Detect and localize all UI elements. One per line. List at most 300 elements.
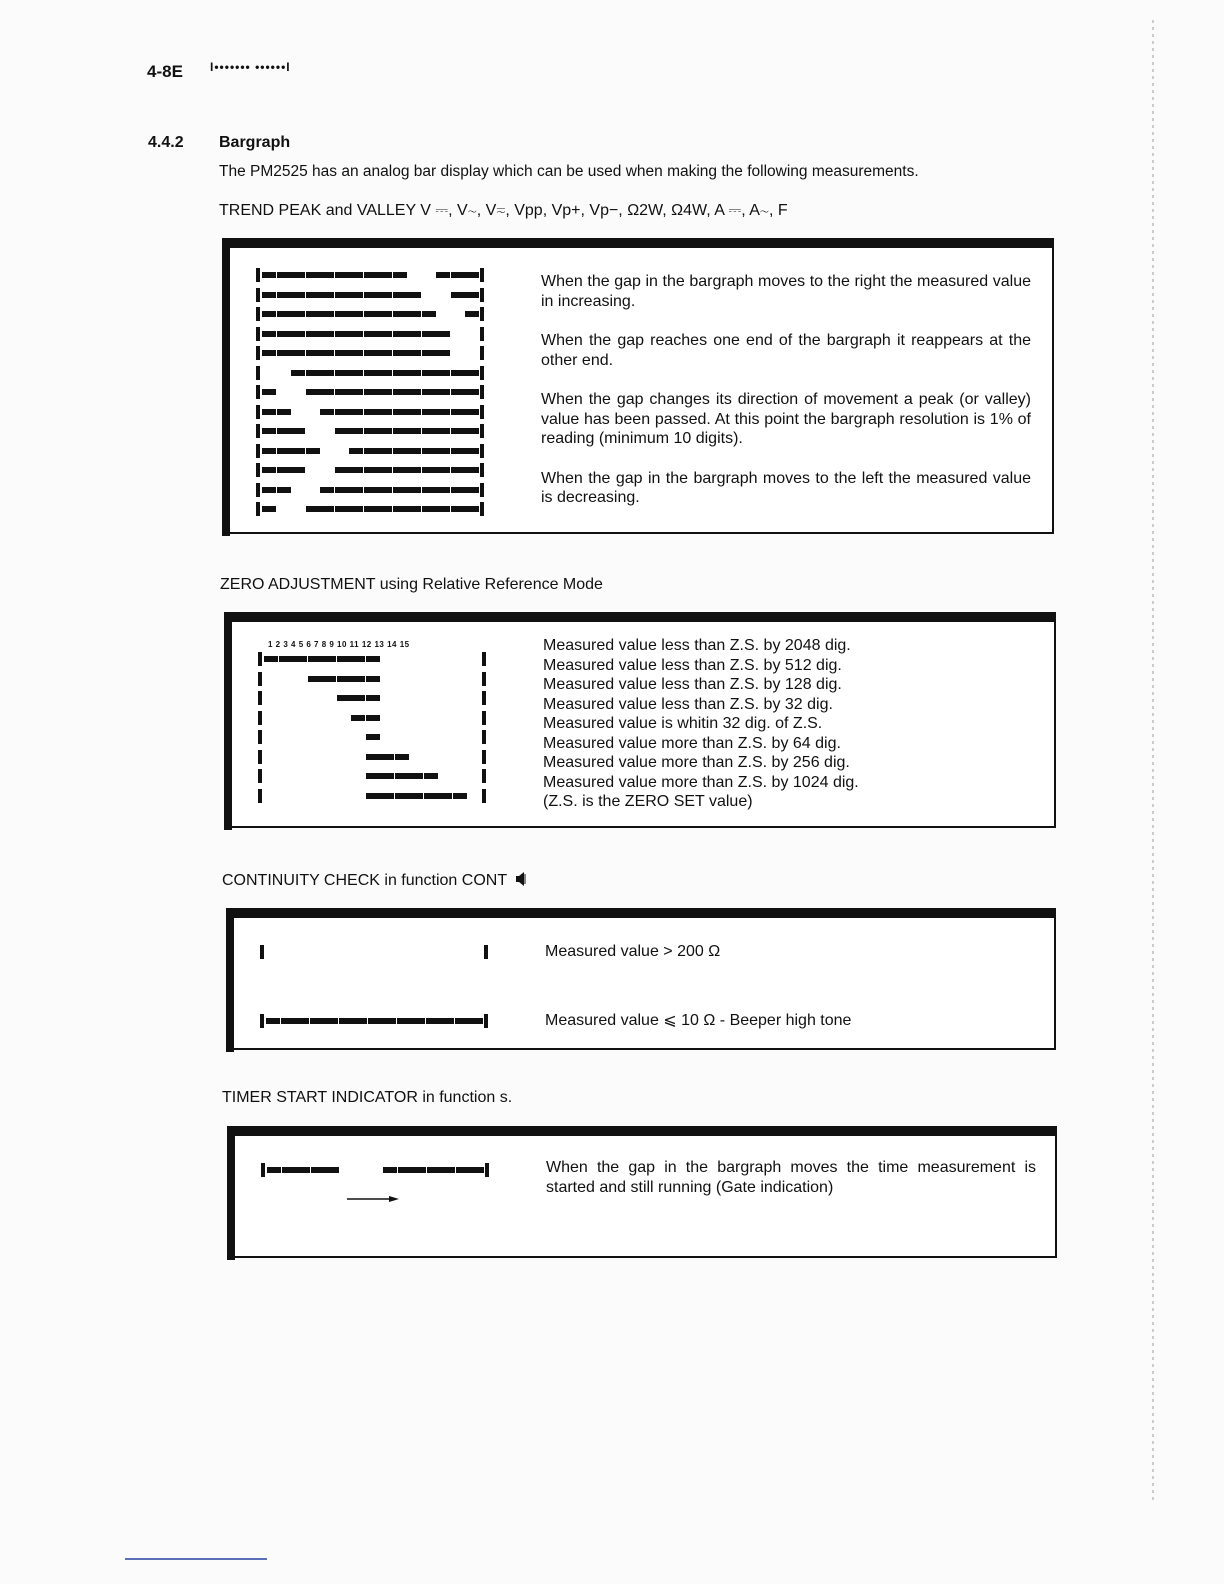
bargraph-row bbox=[258, 711, 488, 725]
bargraph-segment bbox=[306, 311, 320, 317]
bargraph-segment bbox=[438, 793, 452, 799]
bargraph-right-edge bbox=[480, 366, 484, 380]
bargraph-row bbox=[260, 1014, 490, 1028]
bargraph-segment bbox=[409, 773, 423, 779]
timer-description: When the gap in the bargraph moves the time measurement is started and still running (Gate indication) bbox=[546, 1159, 1036, 1196]
bargraph-segment bbox=[411, 1018, 425, 1024]
bargraph-segment bbox=[262, 467, 276, 473]
bargraph-segment bbox=[320, 370, 334, 376]
bargraph-segment bbox=[320, 331, 334, 337]
bargraph-segment bbox=[325, 1167, 339, 1173]
bargraph-segment bbox=[455, 1018, 469, 1024]
bargraph-segment bbox=[422, 448, 436, 454]
bargraph-segment bbox=[349, 350, 363, 356]
bargraph-right-edge bbox=[480, 502, 484, 516]
bargraph-segment bbox=[451, 487, 465, 493]
bargraph-segment bbox=[306, 272, 320, 278]
bargraph-segment bbox=[412, 1167, 426, 1173]
bargraph-segment bbox=[378, 331, 392, 337]
bargraph-row bbox=[260, 945, 490, 959]
bargraph-segment bbox=[262, 292, 276, 298]
bargraph-left-edge bbox=[256, 483, 260, 497]
bargraph-segment bbox=[393, 448, 407, 454]
bargraph-segment bbox=[353, 1018, 367, 1024]
section-title: Bargraph bbox=[219, 134, 291, 151]
bargraph-segment bbox=[291, 272, 305, 278]
bargraph-segment bbox=[351, 656, 365, 662]
bargraph-segment bbox=[364, 467, 378, 473]
bargraph-segment bbox=[383, 1167, 397, 1173]
bargraph-row bbox=[256, 444, 486, 458]
bargraph-segment bbox=[277, 428, 291, 434]
bargraph-segment bbox=[424, 793, 438, 799]
bargraph-segment bbox=[422, 409, 436, 415]
bargraph-row bbox=[261, 1163, 491, 1177]
bargraph-segment bbox=[277, 331, 291, 337]
bargraph-segment bbox=[395, 754, 409, 760]
bargraph-segment bbox=[436, 272, 450, 278]
bargraph-segment bbox=[337, 656, 351, 662]
bargraph-segment bbox=[364, 331, 378, 337]
zero-panel bbox=[230, 620, 1056, 828]
bargraph-segment bbox=[364, 292, 378, 298]
bargraph-segment bbox=[451, 292, 465, 298]
bargraph-segment bbox=[469, 1018, 483, 1024]
bargraph-segment bbox=[349, 409, 363, 415]
bargraph-segment bbox=[422, 350, 436, 356]
bargraph-row bbox=[256, 288, 486, 302]
bargraph-segment bbox=[291, 370, 305, 376]
bargraph-segment bbox=[291, 467, 305, 473]
bargraph-segment bbox=[393, 292, 407, 298]
bargraph-segment bbox=[409, 793, 423, 799]
zero-description bbox=[543, 636, 1023, 812]
bargraph-segment bbox=[349, 448, 363, 454]
bargraph-segment bbox=[366, 656, 380, 662]
bargraph-right-edge bbox=[482, 652, 486, 666]
bargraph-segment bbox=[277, 448, 291, 454]
bargraph-segment bbox=[393, 409, 407, 415]
bargraph-segment bbox=[262, 428, 276, 434]
bargraph-row bbox=[256, 346, 486, 360]
continuity-line-closed: Measured value ⩽ 10 Ω - Beeper high tone bbox=[545, 1012, 852, 1029]
bargraph-segment bbox=[465, 272, 479, 278]
bargraph-segment bbox=[364, 428, 378, 434]
bargraph-segment bbox=[465, 467, 479, 473]
bargraph-left-edge bbox=[256, 502, 260, 516]
bargraph-segment bbox=[308, 656, 322, 662]
bargraph-left-edge bbox=[256, 288, 260, 302]
zero-heading: ZERO ADJUSTMENT using Relative Reference Mode bbox=[220, 576, 603, 593]
bargraph-row bbox=[258, 769, 488, 783]
bargraph-segment bbox=[407, 506, 421, 512]
bargraph-segment bbox=[262, 272, 276, 278]
bargraph-right-edge bbox=[480, 288, 484, 302]
bargraph-segment bbox=[378, 506, 392, 512]
bargraph-segment bbox=[311, 1167, 325, 1173]
bargraph-segment bbox=[364, 487, 378, 493]
bargraph-segment bbox=[465, 428, 479, 434]
continuity-line-open: Measured value > 200 Ω bbox=[545, 943, 721, 960]
bargraph-segment bbox=[282, 1167, 296, 1173]
bargraph-segment bbox=[378, 272, 392, 278]
bargraph-segment bbox=[339, 1018, 353, 1024]
bargraph-row bbox=[256, 268, 486, 282]
bargraph-segment bbox=[349, 331, 363, 337]
timer-heading: TIMER START INDICATOR in function s. bbox=[222, 1089, 513, 1106]
bargraph-segment bbox=[395, 773, 409, 779]
bargraph-segment bbox=[407, 311, 421, 317]
bargraph-segment bbox=[451, 448, 465, 454]
bargraph-segment bbox=[393, 311, 407, 317]
bargraph-segment bbox=[322, 656, 336, 662]
bargraph-segment bbox=[465, 506, 479, 512]
bargraph-segment bbox=[451, 389, 465, 395]
bargraph-segment bbox=[366, 754, 380, 760]
bargraph-segment bbox=[320, 350, 334, 356]
bargraph-row bbox=[256, 463, 486, 477]
bargraph-segment bbox=[380, 793, 394, 799]
bargraph-segment bbox=[335, 370, 349, 376]
bargraph-segment bbox=[335, 311, 349, 317]
bargraph-segment bbox=[451, 272, 465, 278]
bargraph-row bbox=[256, 385, 486, 399]
bargraph-segment bbox=[393, 487, 407, 493]
bargraph-segment bbox=[364, 506, 378, 512]
bargraph-segment bbox=[378, 350, 392, 356]
bargraph-segment bbox=[465, 448, 479, 454]
bargraph-segment bbox=[349, 506, 363, 512]
bargraph-row bbox=[258, 652, 488, 666]
bargraph-segment bbox=[295, 1018, 309, 1024]
bargraph-segment bbox=[267, 1167, 281, 1173]
bargraph-segment bbox=[378, 292, 392, 298]
bargraph-segment bbox=[453, 793, 467, 799]
bargraph-segment bbox=[306, 389, 320, 395]
bargraph-segment bbox=[393, 428, 407, 434]
bargraph-segment bbox=[465, 389, 479, 395]
bargraph-segment bbox=[422, 428, 436, 434]
bargraph-right-edge bbox=[480, 346, 484, 360]
bargraph-segment bbox=[306, 448, 320, 454]
bargraph-left-edge bbox=[258, 730, 262, 744]
bargraph-segment bbox=[422, 467, 436, 473]
bargraph-segment bbox=[335, 467, 349, 473]
bargraph-segment bbox=[335, 292, 349, 298]
trend-heading: TREND PEAK and VALLEY V ⎓, V∼, V≂, Vpp, Vp+, Vp−, Ω2W, Ω4W, A ⎓, A∼, F bbox=[219, 202, 788, 219]
bargraph-segment bbox=[378, 389, 392, 395]
bargraph-segment bbox=[436, 350, 450, 356]
bargraph-segment bbox=[407, 467, 421, 473]
bargraph-segment bbox=[306, 506, 320, 512]
bargraph-segment bbox=[349, 467, 363, 473]
bargraph-segment bbox=[349, 389, 363, 395]
bargraph-segment bbox=[393, 370, 407, 376]
bargraph-segment bbox=[378, 487, 392, 493]
bargraph-segment bbox=[436, 428, 450, 434]
bargraph-segment bbox=[306, 331, 320, 337]
bargraph-segment bbox=[407, 292, 421, 298]
bargraph-segment bbox=[380, 754, 394, 760]
bargraph-row bbox=[256, 366, 486, 380]
zero-line: Measured value less than Z.S. by 128 dig. bbox=[543, 676, 842, 693]
bargraph-left-edge bbox=[260, 1014, 264, 1028]
bargraph-segment bbox=[366, 734, 380, 740]
zero-line: Measured value less than Z.S. by 512 dig. bbox=[543, 656, 842, 674]
bargraph-segment bbox=[262, 487, 276, 493]
bargraph-left-edge bbox=[258, 672, 262, 686]
trend-paragraph-peak: When the gap changes its direction of movement a peak (or valley) value has been passed. At this point the bargraph resolution is 1% of reading (minimum 10 digits). bbox=[541, 391, 1031, 447]
bargraph-segment bbox=[277, 350, 291, 356]
bargraph-segment bbox=[393, 350, 407, 356]
section-intro: The PM2525 has an analog bar display which can be used when making the following measurements. bbox=[219, 163, 919, 180]
bargraph-segment bbox=[422, 506, 436, 512]
bargraph-left-edge bbox=[258, 789, 262, 803]
bargraph-left-edge bbox=[256, 327, 260, 341]
bargraph-segment bbox=[262, 331, 276, 337]
bargraph-row bbox=[256, 424, 486, 438]
bargraph-left-edge bbox=[256, 307, 260, 321]
bargraph-segment bbox=[306, 292, 320, 298]
bargraph-segment bbox=[262, 350, 276, 356]
bargraph-segment bbox=[456, 1167, 470, 1173]
bargraph-segment bbox=[366, 715, 380, 721]
bargraph-right-edge bbox=[482, 672, 486, 686]
bargraph-left-edge bbox=[258, 750, 262, 764]
bargraph-segment bbox=[424, 773, 438, 779]
bargraph-segment bbox=[351, 715, 365, 721]
bargraph-right-edge bbox=[482, 789, 486, 803]
bargraph-segment bbox=[364, 311, 378, 317]
bargraph-segment bbox=[393, 272, 407, 278]
bargraph-segment bbox=[422, 487, 436, 493]
bargraph-segment bbox=[320, 272, 334, 278]
bargraph-segment bbox=[378, 409, 392, 415]
bargraph-segment bbox=[277, 272, 291, 278]
bargraph-segment bbox=[291, 428, 305, 434]
bargraph-segment bbox=[349, 370, 363, 376]
bargraph-segment bbox=[436, 409, 450, 415]
bargraph-left-edge bbox=[258, 769, 262, 783]
bargraph-segment bbox=[279, 656, 293, 662]
bargraph-segment bbox=[277, 311, 291, 317]
trend-panel bbox=[228, 246, 1054, 534]
bargraph-segment bbox=[407, 409, 421, 415]
bargraph-segment bbox=[451, 409, 465, 415]
zero-line: Measured value less than Z.S. by 32 dig. bbox=[543, 695, 833, 713]
bargraph-segment bbox=[470, 1167, 484, 1173]
zero-line: Measured value more than Z.S. by 256 dig. bbox=[543, 754, 850, 771]
bargraph-segment bbox=[291, 292, 305, 298]
bargraph-row bbox=[258, 789, 488, 803]
bargraph-segment bbox=[277, 292, 291, 298]
section-number: 4.4.2 bbox=[148, 134, 184, 151]
bargraph-segment bbox=[422, 370, 436, 376]
bargraph-row bbox=[256, 502, 486, 516]
bargraph-segment bbox=[264, 656, 278, 662]
bargraph-segment bbox=[349, 311, 363, 317]
bargraph-segment bbox=[364, 389, 378, 395]
bargraph-segment bbox=[293, 656, 307, 662]
scan-edge-line bbox=[1152, 20, 1154, 1500]
bargraph-segment bbox=[364, 370, 378, 376]
bargraph-segment bbox=[349, 292, 363, 298]
bargraph-segment bbox=[451, 370, 465, 376]
page-number: 4-8E bbox=[147, 62, 183, 81]
bargraph-segment bbox=[395, 793, 409, 799]
bargraph-segment bbox=[465, 370, 479, 376]
bargraph-right-edge bbox=[482, 769, 486, 783]
bargraph-row bbox=[256, 327, 486, 341]
bargraph-segment bbox=[441, 1167, 455, 1173]
bargraph-segment bbox=[262, 389, 276, 395]
bargraph-segment bbox=[378, 370, 392, 376]
bargraph-row bbox=[258, 730, 488, 744]
bargraph-segment bbox=[465, 409, 479, 415]
trend-paragraph-left: When the gap in the bargraph moves to the left the measured value is decreasing. bbox=[541, 469, 1031, 506]
bargraph-segment bbox=[320, 389, 334, 395]
bargraph-left-edge bbox=[258, 691, 262, 705]
bargraph-segment bbox=[262, 448, 276, 454]
bargraph-segment bbox=[407, 389, 421, 395]
bargraph-segment bbox=[426, 1018, 440, 1024]
bargraph-segment bbox=[335, 506, 349, 512]
bargraph-segment bbox=[262, 506, 276, 512]
bargraph-segment bbox=[436, 331, 450, 337]
bargraph-segment bbox=[322, 676, 336, 682]
bargraph-right-edge bbox=[484, 945, 488, 959]
bargraph-segment bbox=[378, 448, 392, 454]
bargraph-left-edge bbox=[256, 268, 260, 282]
continuity-panel bbox=[232, 916, 1056, 1050]
bargraph-segment bbox=[364, 272, 378, 278]
bargraph-segment bbox=[382, 1018, 396, 1024]
bargraph-right-edge bbox=[484, 1014, 488, 1028]
bargraph-segment bbox=[351, 676, 365, 682]
bargraph-segment bbox=[262, 311, 276, 317]
trend-paragraph-wrap: When the gap reaches one end of the bargraph it reappears at the other end. bbox=[541, 332, 1031, 369]
bargraph-segment bbox=[281, 1018, 295, 1024]
bargraph-right-edge bbox=[480, 463, 484, 477]
bargraph-segment bbox=[291, 311, 305, 317]
bargraph-segment bbox=[308, 676, 322, 682]
bargraph-segment bbox=[436, 487, 450, 493]
bargraph-segment bbox=[436, 506, 450, 512]
bargraph-segment bbox=[277, 409, 291, 415]
bargraph-row bbox=[256, 483, 486, 497]
continuity-heading-text: CONTINUITY CHECK in function CONT bbox=[222, 872, 507, 889]
bargraph-segment bbox=[335, 272, 349, 278]
bargraph-segment bbox=[335, 331, 349, 337]
bargraph-segment bbox=[291, 350, 305, 356]
zero-note: (Z.S. is the ZERO SET value) bbox=[543, 793, 753, 810]
bargraph-left-edge bbox=[256, 405, 260, 419]
bargraph-segment bbox=[320, 487, 334, 493]
bargraph-left-edge bbox=[258, 652, 262, 666]
bargraph-row bbox=[256, 307, 486, 321]
bargraph-right-edge bbox=[480, 268, 484, 282]
bargraph-right-edge bbox=[480, 444, 484, 458]
bargraph-segment bbox=[393, 331, 407, 337]
bargraph-segment bbox=[349, 272, 363, 278]
bargraph-segment bbox=[364, 448, 378, 454]
continuity-heading bbox=[222, 871, 527, 892]
header-marks: I••••••• ••••••I bbox=[210, 60, 291, 74]
bargraph-segment bbox=[335, 350, 349, 356]
bargraph-segment bbox=[436, 370, 450, 376]
bargraph-segment bbox=[277, 467, 291, 473]
bargraph-segment bbox=[368, 1018, 382, 1024]
bargraph-segment bbox=[364, 350, 378, 356]
bargraph-segment bbox=[397, 1018, 411, 1024]
bargraph-segment bbox=[436, 467, 450, 473]
bargraph-left-edge bbox=[256, 444, 260, 458]
bargraph-segment bbox=[306, 350, 320, 356]
bargraph-right-edge bbox=[480, 483, 484, 497]
bargraph-segment bbox=[393, 506, 407, 512]
bargraph-segment bbox=[366, 676, 380, 682]
bargraph-segment bbox=[337, 676, 351, 682]
bargraph-right-edge bbox=[482, 730, 486, 744]
bargraph-right-edge bbox=[480, 385, 484, 399]
bargraph-segment bbox=[465, 487, 479, 493]
bargraph-right-edge bbox=[480, 405, 484, 419]
bargraph-segment bbox=[335, 487, 349, 493]
zero-line: Measured value is whitin 32 dig. of Z.S. bbox=[543, 715, 823, 732]
bargraph-segment bbox=[407, 487, 421, 493]
bargraph-segment bbox=[407, 428, 421, 434]
footer-link-line bbox=[125, 1558, 267, 1560]
bargraph-left-edge bbox=[256, 346, 260, 360]
bargraph-segment bbox=[320, 311, 334, 317]
bargraph-segment bbox=[380, 773, 394, 779]
bargraph-row bbox=[256, 405, 486, 419]
bargraph-row bbox=[258, 691, 488, 705]
bargraph-segment bbox=[366, 793, 380, 799]
bargraph-segment bbox=[335, 389, 349, 395]
bargraph-segment bbox=[427, 1167, 441, 1173]
bargraph-segment bbox=[320, 506, 334, 512]
bargraph-row bbox=[258, 672, 488, 686]
bargraph-segment bbox=[465, 311, 479, 317]
bargraph-segment bbox=[277, 487, 291, 493]
bargraph-segment bbox=[306, 370, 320, 376]
bargraph-segment bbox=[296, 1167, 310, 1173]
bargraph-segment bbox=[366, 773, 380, 779]
timer-panel bbox=[233, 1134, 1057, 1258]
bargraph-right-edge bbox=[482, 711, 486, 725]
zero-line: Measured value more than Z.S. by 1024 dig. bbox=[543, 773, 859, 791]
bargraph-segment bbox=[349, 428, 363, 434]
bargraph-segment bbox=[351, 695, 365, 701]
bargraph-segment bbox=[291, 448, 305, 454]
bargraph-segment bbox=[335, 409, 349, 415]
arrow-right-icon bbox=[347, 1190, 399, 1208]
bargraph-segment bbox=[440, 1018, 454, 1024]
bargraph-segment bbox=[378, 467, 392, 473]
bargraph-segment bbox=[398, 1167, 412, 1173]
bargraph-left-edge bbox=[256, 463, 260, 477]
bargraph-segment bbox=[407, 370, 421, 376]
bargraph-right-edge bbox=[485, 1163, 489, 1177]
bargraph-segment bbox=[378, 311, 392, 317]
bargraph-segment bbox=[407, 448, 421, 454]
bargraph-segment bbox=[320, 292, 334, 298]
trend-paragraph-right: When the gap in the bargraph moves to the right the measured value in increasing. bbox=[541, 273, 1031, 310]
bargraph-segment bbox=[422, 311, 436, 317]
bargraph-segment bbox=[407, 331, 421, 337]
bargraph-segment bbox=[436, 448, 450, 454]
